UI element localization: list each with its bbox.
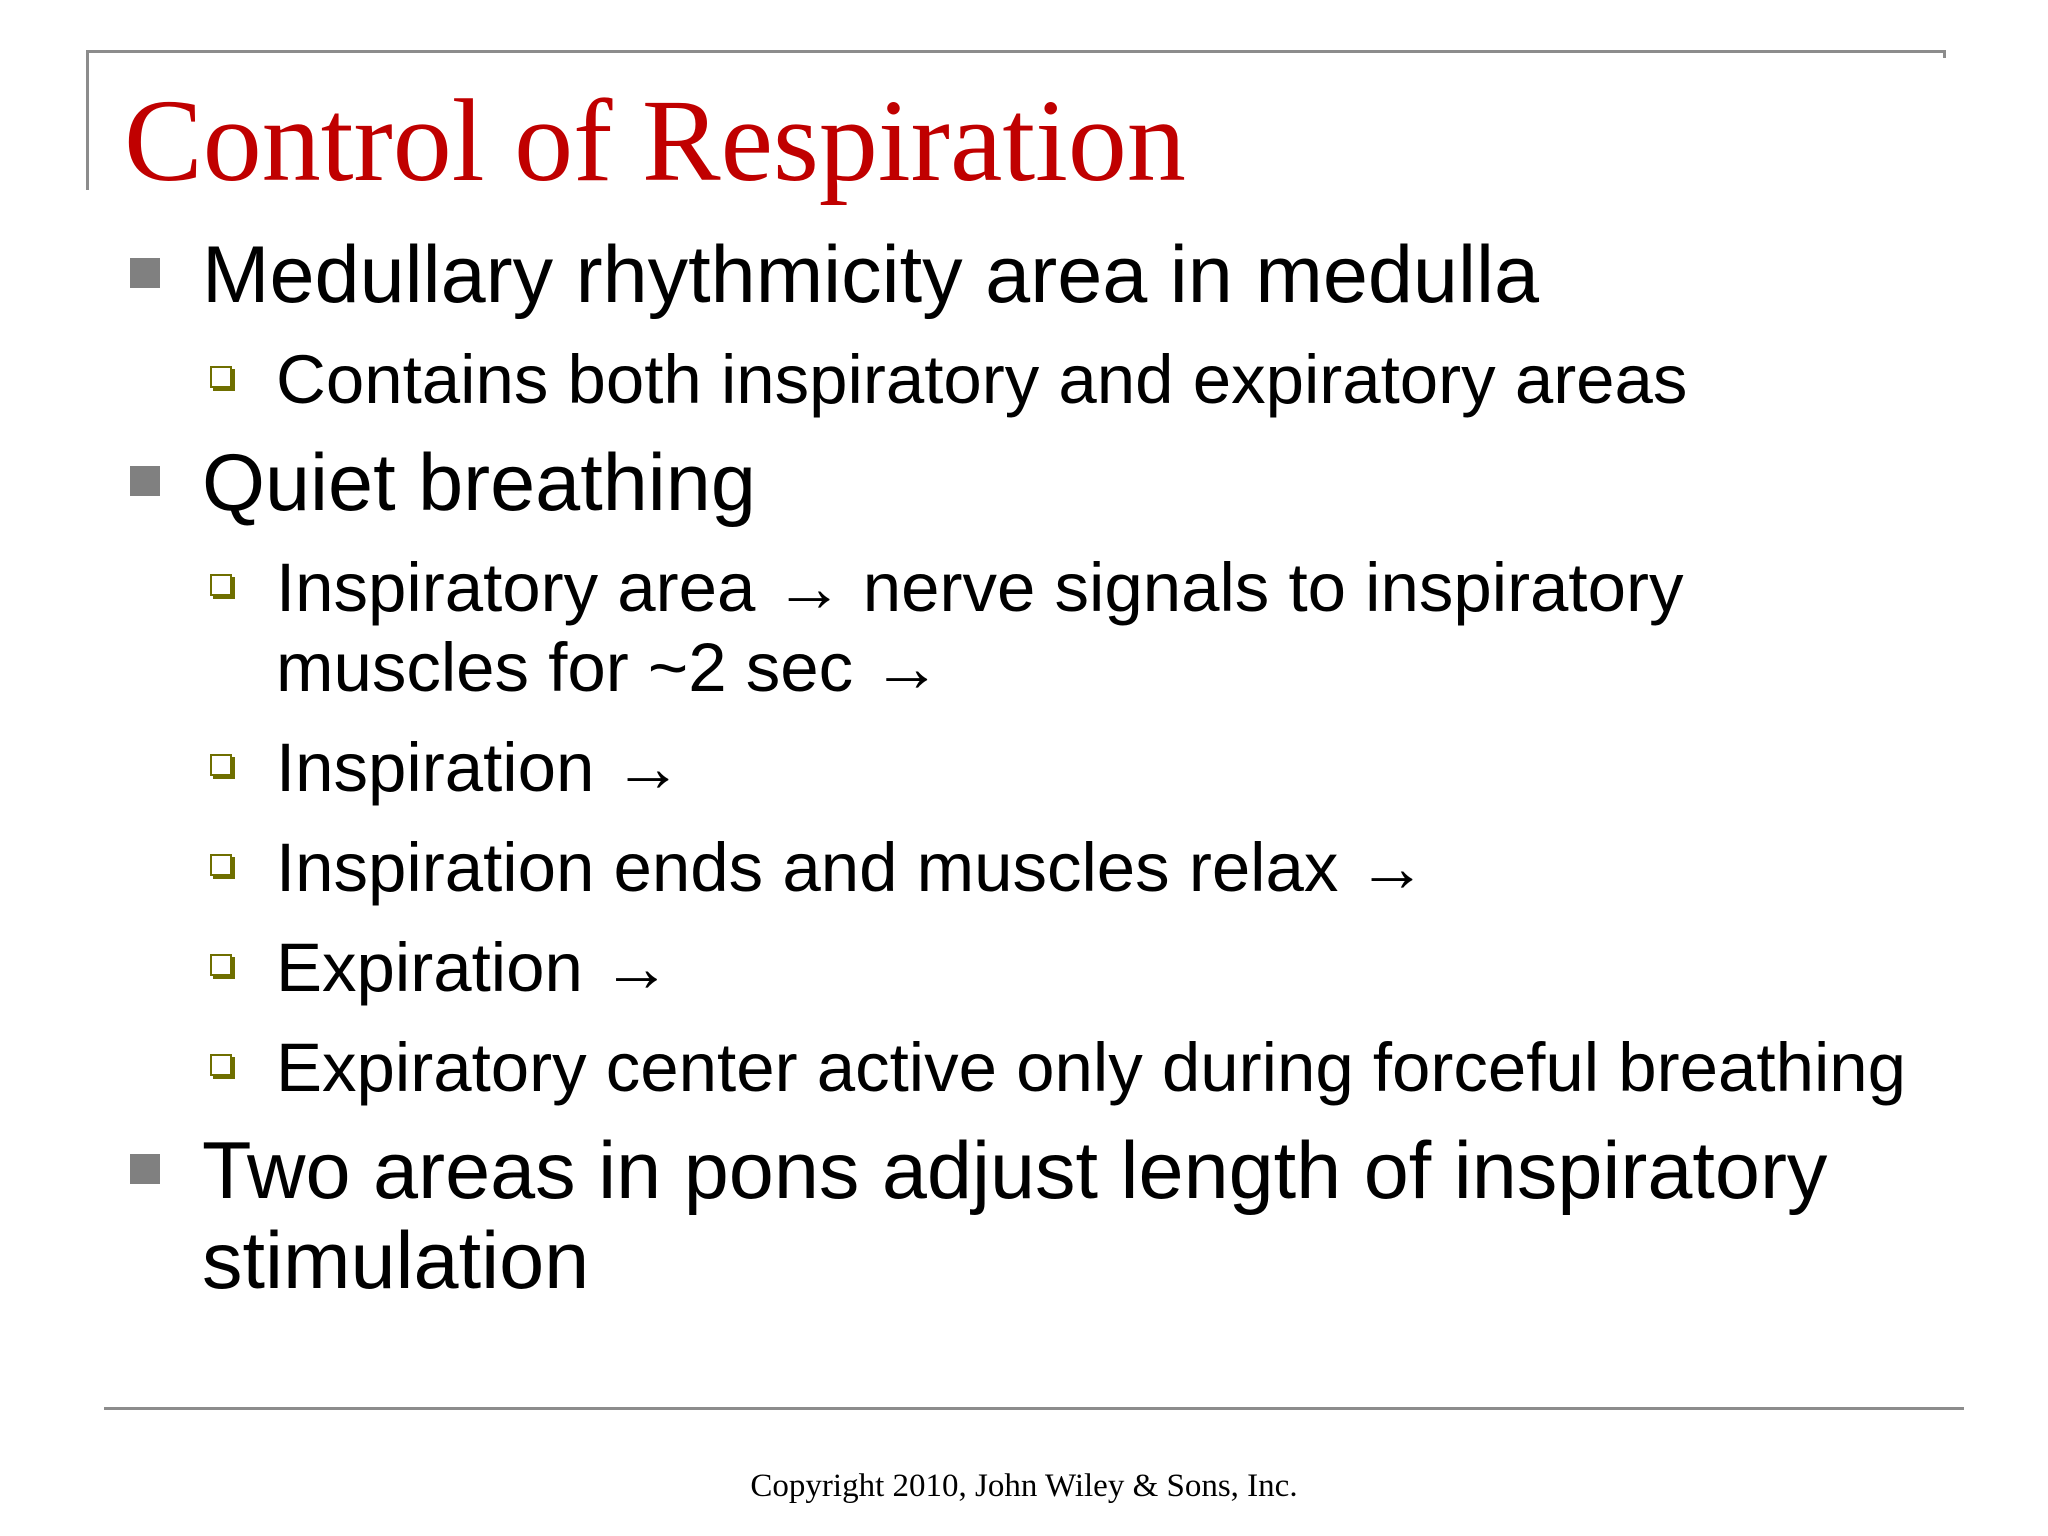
slide-title: Control of Respiration [124,75,1186,206]
sub-bullet-text: Inspiration ends and muscles relax → [276,829,1427,906]
bullet-item [124,230,1954,320]
right-frame-tick [1943,50,1946,58]
copyright-footer: Copyright 2010, John Wiley & Sons, Inc. [750,1468,1298,1504]
sub-bullet-text: Inspiratory area → nerve signals to inspiratory muscles for ~2 sec → [276,549,1684,706]
square-bullet-icon [130,258,160,288]
sub-bullet-text: Inspiration → [276,729,683,806]
sub-bullet-item [124,728,1954,808]
hollow-square-bullet-icon [210,954,232,976]
sub-bullet-item [124,548,1954,708]
sub-bullet-item [124,1028,1954,1108]
bullet-text: Quiet breathing [202,438,756,528]
top-frame-rule [86,50,1946,53]
sub-bullet-text: Contains both inspiratory and expiratory areas [276,341,1688,418]
hollow-square-bullet-icon [210,574,232,596]
hollow-square-bullet-icon [210,1054,232,1076]
hollow-square-bullet-icon [210,854,232,876]
left-frame-rule [86,50,89,190]
bullet-item [124,438,1954,528]
sub-bullet-item [124,928,1954,1008]
hollow-square-bullet-icon [210,754,232,776]
hollow-square-bullet-icon [210,366,232,388]
footer-rule [104,1407,1964,1410]
sub-bullet-item [124,828,1954,908]
sub-bullet-text: Expiratory center active only during forceful breathing [276,1029,1907,1106]
square-bullet-icon [130,1154,160,1184]
sub-bullet-text: Expiration → [276,929,671,1006]
bullet-list [124,230,1954,1306]
square-bullet-icon [130,466,160,496]
bullet-text: Medullary rhythmicity area in medulla [202,230,1540,320]
sub-bullet-item [124,340,1954,420]
bullet-item [124,1126,1954,1306]
bullet-text: Two areas in pons adjust length of inspiratory stimulation [202,1126,1828,1306]
